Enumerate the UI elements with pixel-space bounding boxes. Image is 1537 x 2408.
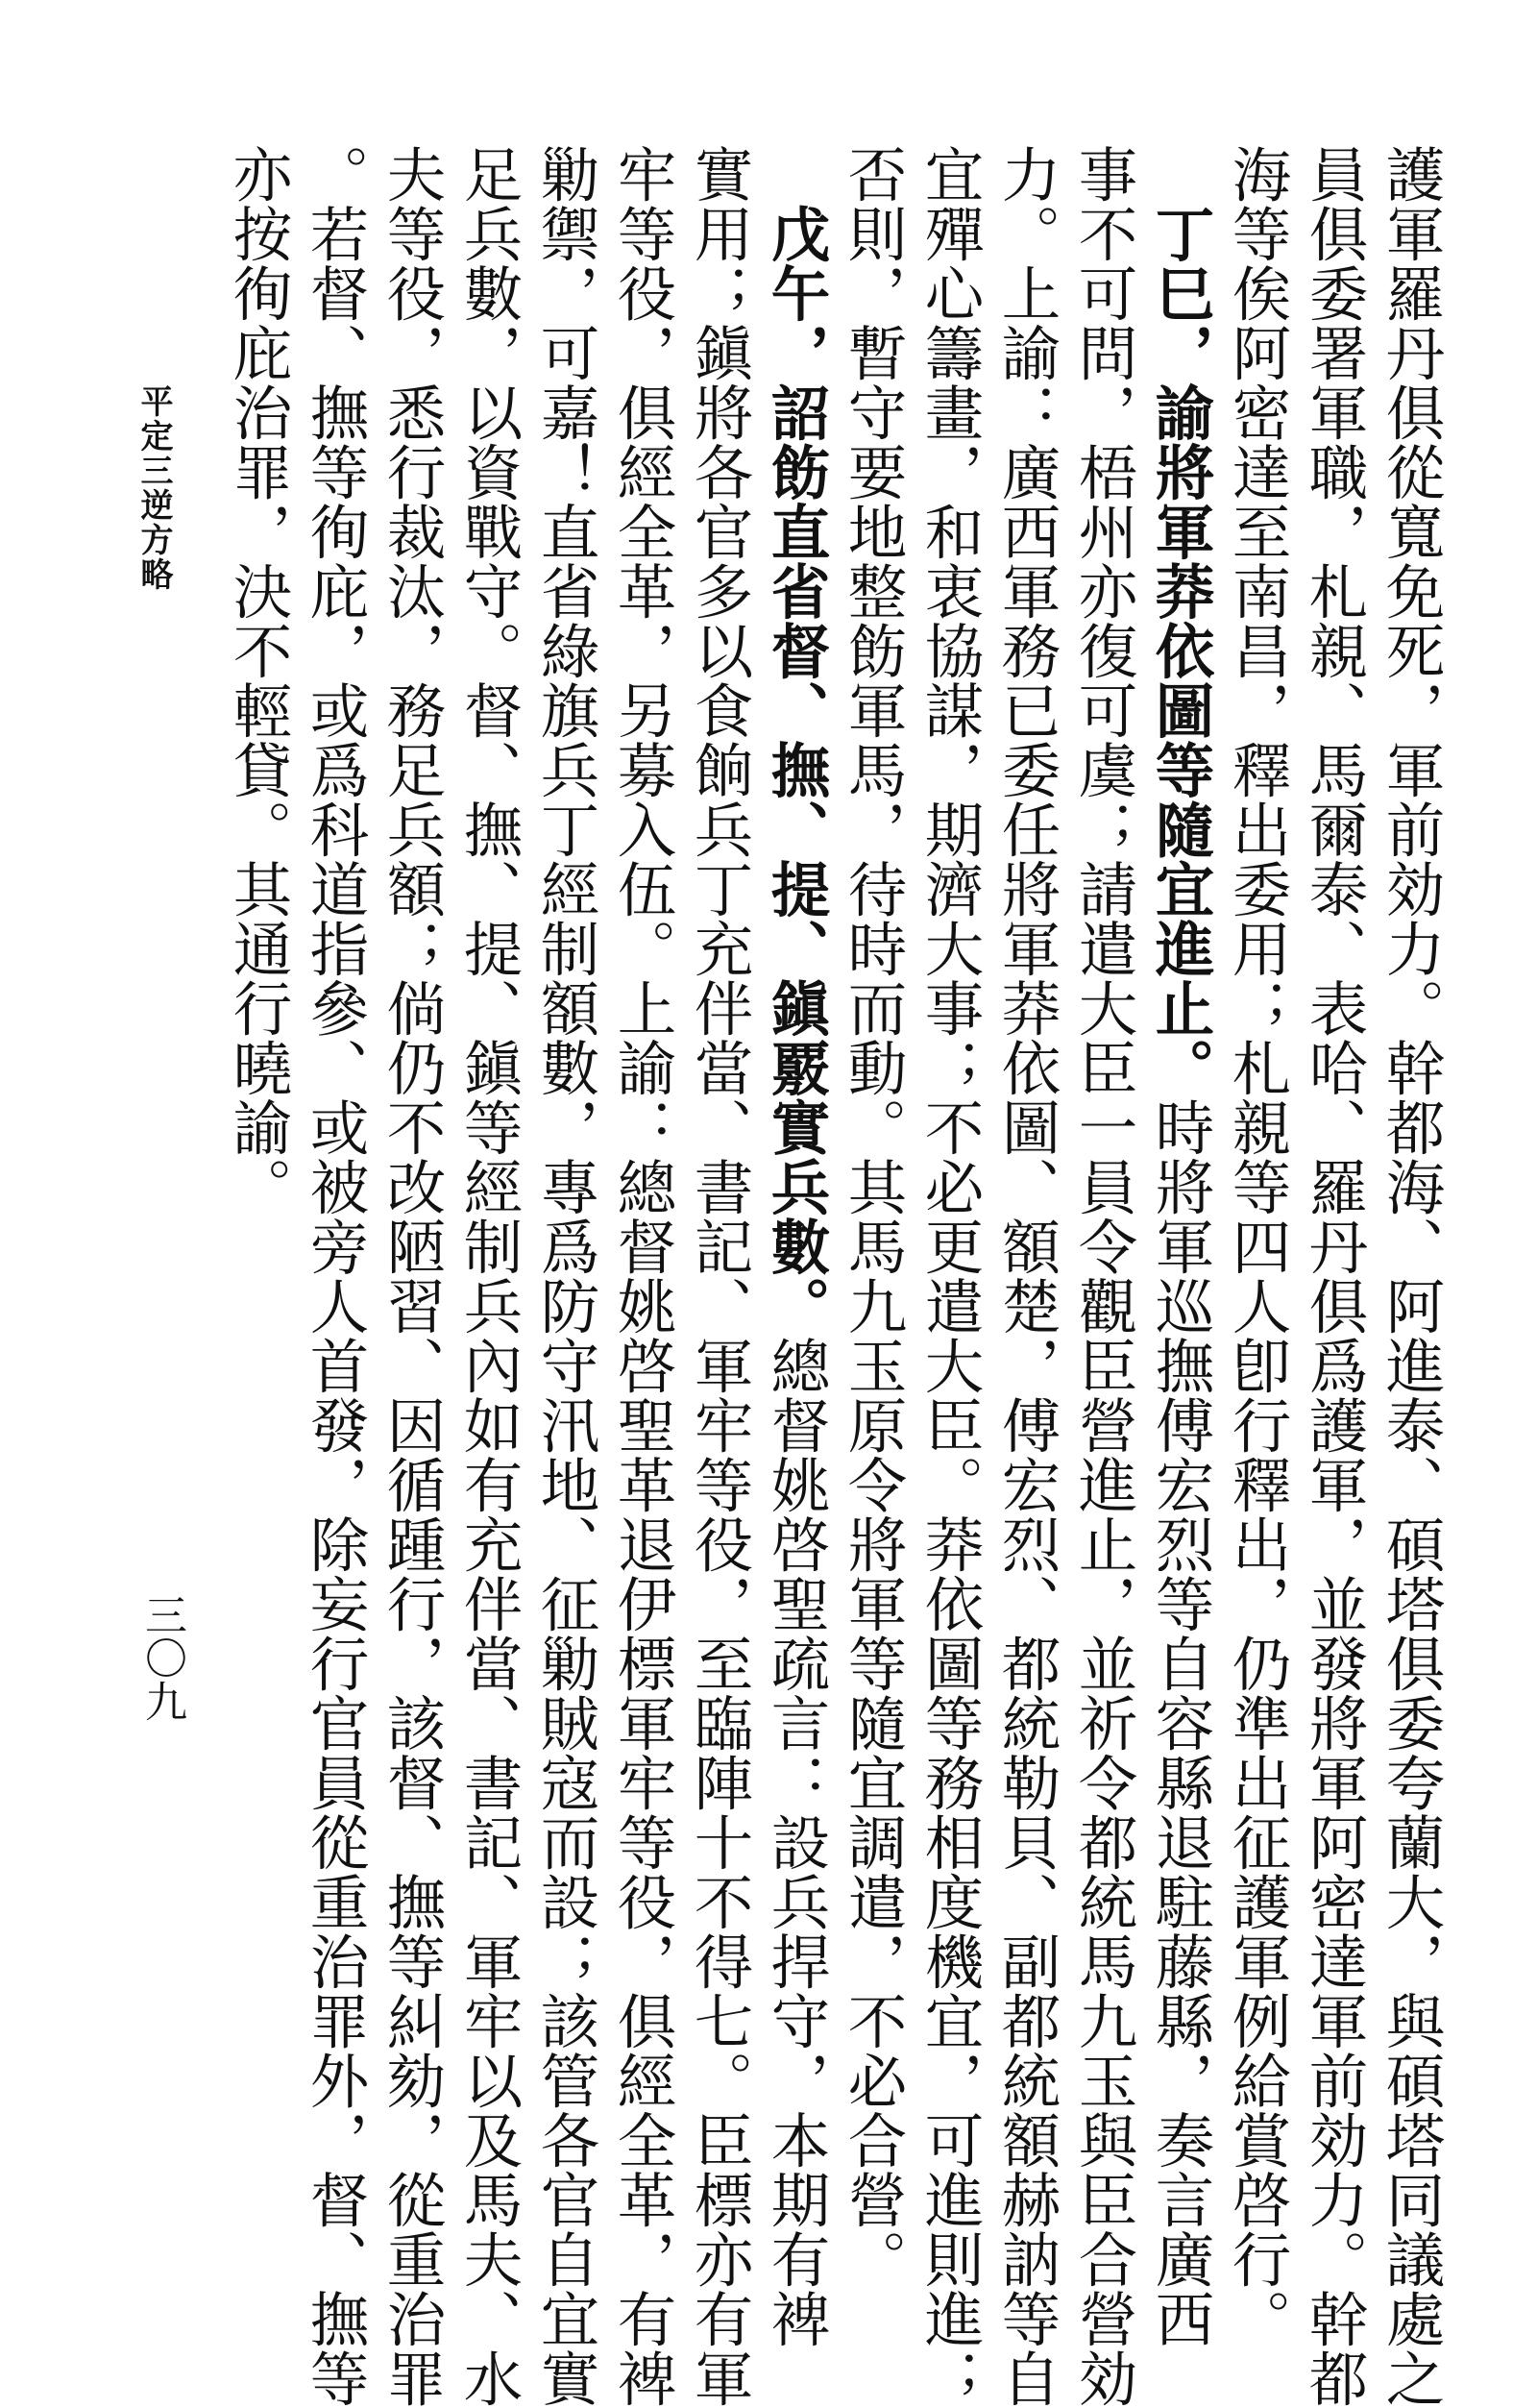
text-column-12: 勦禦，可嘉！直省綠旗兵丁經制額數，專爲防守汛地、征勦賊寇而設；該管各官自宜實: [530, 144, 599, 2408]
text-column-2: 員俱委署軍職，札親、馬爾泰、表哈、羅丹俱爲護軍，並發將軍阿密達軍前効力。幹都: [1299, 144, 1368, 2408]
running-head: 平定三逆方略: [134, 384, 173, 592]
page-number: 三〇九: [137, 1593, 186, 1723]
text-column-4: [1141, 144, 1218, 2348]
entry-body-dingsi: 時將軍巡撫傅宏烈等自容縣退駐藤縣，奏言廣西: [1145, 1097, 1214, 2348]
text-column-1: 護軍羅丹俱從寬免死，軍前効力。幹都海、阿進泰、碩塔俱委夸蘭大，與碩塔同議處之: [1376, 144, 1445, 2408]
text-column-13: 足兵數，以資戰守。督、撫、提、鎭等經制兵內如有充伴當、書記、軍牢以及馬夫、水: [453, 144, 523, 2408]
text-column-14: 夫等役，悉行裁汰，務足兵額；倘仍不改陋習、因循踵行，該督、撫等糾劾，從重治罪: [377, 144, 446, 2408]
text-column-8: 否則，暫守要地整飭軍馬，待時而動。其馬九玉原令將軍等隨宜調遣，不必合營。: [838, 144, 907, 2289]
text-column-7: 宜殫心籌畫，和衷協謀，期濟大事；不必更遣大臣。莽依圖等務相度機宜，可進則進；: [915, 144, 984, 2408]
entry-body-wuwu: 總督姚啓聖疏言：設兵捍守，本期有裨: [761, 1336, 830, 2348]
text-column-11: 牢等役，俱經全革，另募入伍。上諭：總督姚啓聖革退伊標軍牢等役，俱經全革，有裨: [607, 144, 676, 2408]
text-column-9: [757, 144, 834, 2348]
text-column-3: 海等俟阿密達至南昌，釋出委用；札親等四人卽行釋出，仍準出征護軍例給賞啓行。: [1222, 144, 1291, 2348]
entry-heading-dingsi: 丁巳，諭將軍莽依圖等隨宜進止。: [1145, 204, 1215, 1097]
text-column-15: 。若督、撫等徇庇，或爲科道指參、或被旁人首發，除妄行官員從重治罪外，督、撫等: [300, 144, 369, 2408]
text-column-16: 亦按徇庇治罪，決不輕貸。其通行曉諭。: [223, 144, 292, 1216]
text-column-5: 事不可問，梧州亦復可虞；請遣大臣一員令觀臣營進止，並祈令都統馬九玉與臣合營効: [1068, 144, 1137, 2408]
main-text: [219, 144, 1449, 2408]
text-column-6: 力。上諭：廣西軍務已委任將軍莽依圖、額楚，傅宏烈、都統勒貝、副都統額赫訥等自: [991, 144, 1061, 2408]
text-column-10: 實用；鎭將各官多以食餉兵丁充伴當、書記、軍牢等役，至臨陣十不得七。臣標亦有軍: [684, 144, 753, 2408]
entry-heading-wuwu: 戊午，詔飭直省督、撫、提、鎭覈實兵數。: [761, 204, 831, 1336]
